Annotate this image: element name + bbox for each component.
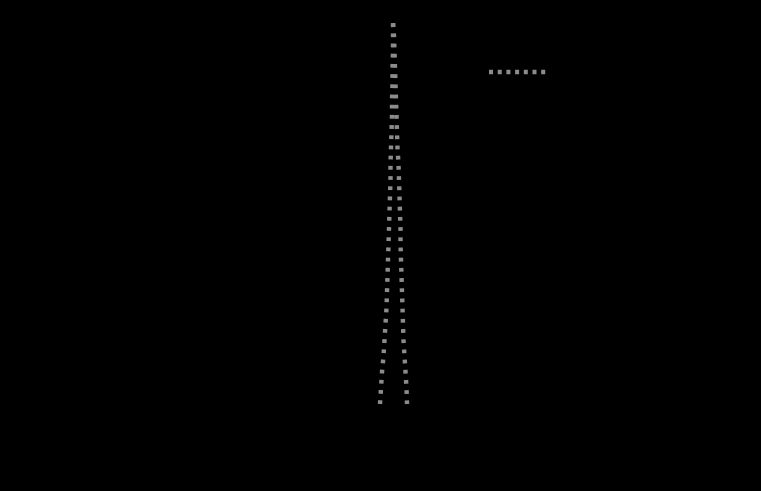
peak-curve: [380, 20, 407, 404]
